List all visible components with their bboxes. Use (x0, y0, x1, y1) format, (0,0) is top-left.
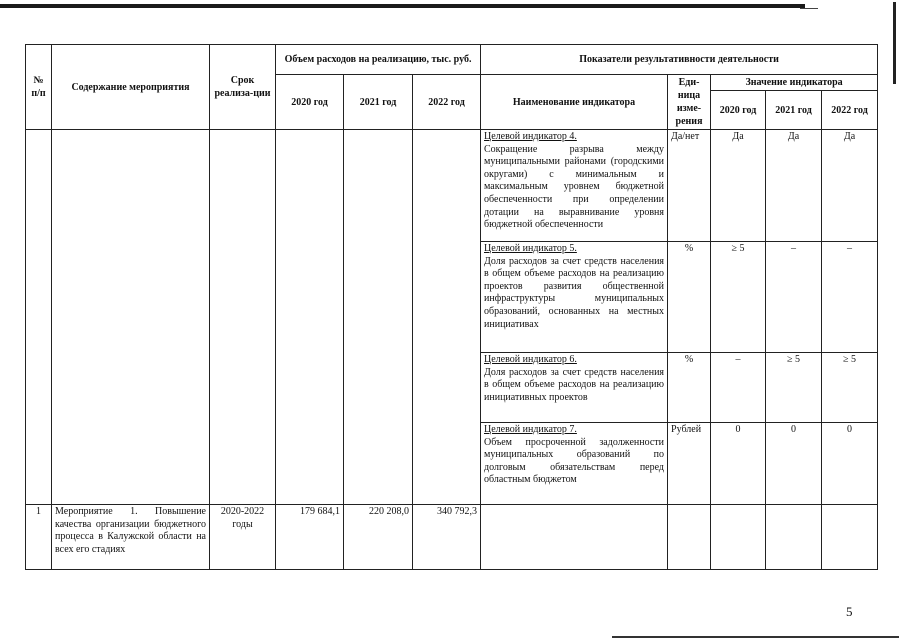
empty-cell (668, 505, 711, 570)
indicator-text: Доля расходов за счет средств населения в общем объеме расходов на реализацию проектов развития общественной инфраструктуры муниципальных образований, основанных на местных инициативах (484, 255, 665, 330)
indicator-text: Доля расходов за счет средств населения в общем объеме расходов на реализацию инициативных проектов (484, 366, 665, 403)
indicators-table (25, 44, 878, 570)
empty-cell (210, 130, 276, 505)
activity-content: Мероприятие 1. Повышение качества организации бюджетного процесса в Калужской области на всех его стадиях (52, 505, 210, 570)
indicator-value-2020: – (711, 353, 766, 423)
indicator-cell (481, 130, 668, 242)
empty-cell (822, 505, 878, 570)
indicator-value-2022: – (822, 242, 878, 353)
scan-edge-right (893, 2, 896, 84)
scan-edge-top-right (800, 8, 818, 9)
indicator-unit: % (668, 242, 711, 353)
scan-edge-bottom (612, 636, 899, 638)
indicator-text: Сокращение разрыва между муниципальными районами (городскими округами) с минимальным и максимальным уровнем бюджетной обеспеченности при определении дотации на выравнивание уровня бюджетной обеспеченности (484, 143, 665, 231)
empty-cell (26, 130, 52, 505)
indicator-text: Объем просроченной задолженности муниципальных образований по долговым обязательствам перед областным бюджетом (484, 436, 665, 486)
empty-cell (481, 505, 668, 570)
header-val-2022: 2022 год (822, 91, 878, 130)
indicator-value-2020: ≥ 5 (711, 242, 766, 353)
empty-cell (413, 130, 481, 505)
activity-term: 2020-2022 годы (210, 505, 276, 570)
indicator-unit: % (668, 353, 711, 423)
header-val-2021: 2021 год (766, 91, 822, 130)
indicator-title: Целевой индикатор 4. (484, 131, 577, 142)
indicator-value-2021: – (766, 242, 822, 353)
table-row (26, 505, 878, 570)
header-num: № п/п (26, 45, 52, 130)
header-content: Содержание мероприятия (52, 45, 210, 130)
header-expenses: Объем расходов на реализацию, тыс. руб. (276, 45, 481, 75)
empty-cell (276, 130, 344, 505)
header-exp-2020: 2020 год (276, 75, 344, 130)
indicator-cell (481, 353, 668, 423)
indicator-value-2020: 0 (711, 423, 766, 505)
empty-cell (711, 505, 766, 570)
indicator-value-2021: ≥ 5 (766, 353, 822, 423)
table-row (26, 130, 878, 242)
indicator-value-2021: Да (766, 130, 822, 242)
header-term: Срок реализа-ции (210, 45, 276, 130)
indicator-value-2022: ≥ 5 (822, 353, 878, 423)
activity-expense-2022: 340 792,3 (413, 505, 481, 570)
header-indicator-value: Значение индикатора (711, 75, 878, 91)
indicator-title: Целевой индикатор 6. (484, 354, 577, 365)
activity-num: 1 (26, 505, 52, 570)
indicator-unit: Рублей (668, 423, 711, 505)
indicator-unit: Да/нет (668, 130, 711, 242)
scan-edge-top (0, 4, 805, 8)
indicator-title: Целевой индикатор 7. (484, 424, 577, 435)
empty-cell (344, 130, 413, 505)
empty-cell (766, 505, 822, 570)
indicator-cell (481, 242, 668, 353)
header-val-2020: 2020 год (711, 91, 766, 130)
header-indicators-group: Показатели результативности деятельности (481, 45, 878, 75)
indicator-value-2022: Да (822, 130, 878, 242)
header-exp-2022: 2022 год (413, 75, 481, 130)
indicator-value-2021: 0 (766, 423, 822, 505)
activity-expense-2020: 179 684,1 (276, 505, 344, 570)
header-indicator-name: Наименование индикатора (481, 75, 668, 130)
header-exp-2021: 2021 год (344, 75, 413, 130)
page-number: 5 (846, 604, 853, 619)
activity-expense-2021: 220 208,0 (344, 505, 413, 570)
indicator-title: Целевой индикатор 5. (484, 243, 577, 254)
header-unit: Еди-ница изме-рения (668, 75, 711, 130)
indicator-value-2020: Да (711, 130, 766, 242)
indicator-value-2022: 0 (822, 423, 878, 505)
indicator-cell (481, 423, 668, 505)
empty-cell (52, 130, 210, 505)
